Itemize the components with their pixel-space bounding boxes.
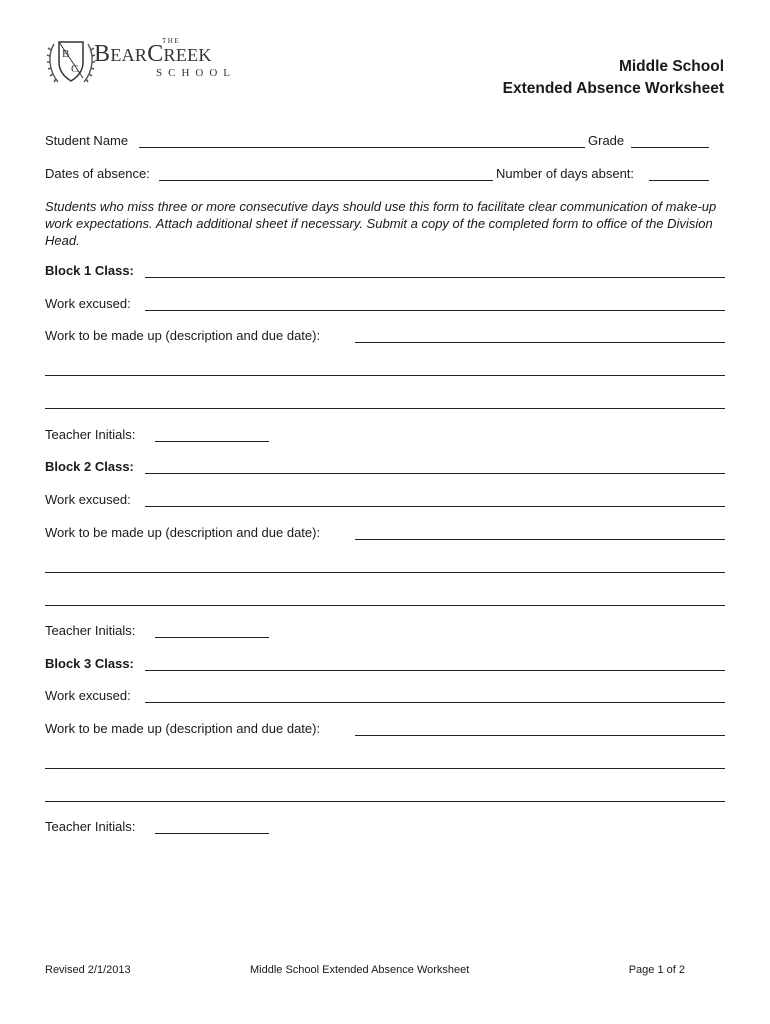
- block-3-work-excused-row: [45, 687, 725, 705]
- block-1-teacher-initials-field[interactable]: [155, 441, 269, 442]
- footer-title: Middle School Extended Absence Worksheet: [250, 964, 470, 976]
- school-logo: [46, 36, 246, 88]
- logo-c: C: [147, 41, 164, 67]
- block-3-teacher-initials-row: [45, 818, 725, 836]
- student-name-field[interactable]: [139, 147, 585, 148]
- block-2-teacher-initials-row: [45, 622, 725, 640]
- block-2-work-excused-field[interactable]: [145, 506, 725, 507]
- block-3-class-label: Block 3 Class:: [45, 656, 137, 671]
- logo-the: THE: [162, 37, 181, 45]
- block-2-work-made-up-field[interactable]: [355, 539, 725, 540]
- crest-letter-b: B: [62, 48, 70, 60]
- block-1-work-made-up-label: Work to be made up (description and due date):: [45, 328, 323, 343]
- crest-letter-c: C: [71, 63, 79, 75]
- block-2-teacher-initials-label: Teacher Initials:: [45, 623, 138, 638]
- logo-reek: REEK: [163, 45, 212, 65]
- block-1-work-excused-row: [45, 295, 725, 313]
- logo-b: B: [94, 41, 111, 67]
- crest-icon: [46, 36, 96, 88]
- title-line-1: Middle School: [618, 58, 724, 75]
- block-1-extra-line-1[interactable]: [45, 375, 725, 376]
- block-3-teacher-initials-field[interactable]: [155, 833, 269, 834]
- block-2-class-row: [45, 458, 725, 476]
- block-1-teacher-initials-row: [45, 426, 725, 444]
- student-name-row: [45, 132, 725, 150]
- block-2-class-label: Block 2 Class:: [45, 459, 137, 474]
- block-2-work-made-up-label: Work to be made up (description and due date):: [45, 525, 323, 540]
- block-2-work-excused-row: [45, 491, 725, 509]
- block-3-work-made-up-label: Work to be made up (description and due date):: [45, 721, 323, 736]
- footer-page-number: Page 1 of 2: [628, 964, 685, 976]
- block-3-class-field[interactable]: [145, 670, 725, 671]
- block-1-work-made-up-row: [45, 327, 725, 345]
- dates-of-absence-label: Dates of absence:: [45, 166, 153, 181]
- logo-school: SCHOOL: [156, 67, 237, 79]
- block-3-extra-line-2[interactable]: [45, 801, 725, 802]
- student-name-label: Student Name: [45, 133, 131, 148]
- block-2-teacher-initials-field[interactable]: [155, 637, 269, 638]
- logo-ear: EAR: [110, 45, 148, 65]
- title-line-2: Extended Absence Worksheet: [502, 80, 724, 97]
- block-1-class-label: Block 1 Class:: [45, 263, 137, 278]
- dates-of-absence-field[interactable]: [159, 180, 493, 181]
- block-1-class-field[interactable]: [145, 277, 725, 278]
- block-1-work-excused-label: Work excused:: [45, 296, 134, 311]
- block-3-extra-line-1[interactable]: [45, 768, 725, 769]
- block-3-work-excused-field[interactable]: [145, 702, 725, 703]
- block-2-work-made-up-row: [45, 524, 725, 542]
- days-absent-field[interactable]: [649, 180, 709, 181]
- block-2-work-excused-label: Work excused:: [45, 492, 134, 507]
- block-1-teacher-initials-label: Teacher Initials:: [45, 427, 138, 442]
- document-title: [503, 56, 724, 100]
- grade-field[interactable]: [631, 147, 709, 148]
- instructions: Students who miss three or more consecutive days should use this form to facilitate clear communication of make-up work expectations. Attach additional sheet if necessary. Submit a copy of the completed form to office of the Division Head.: [45, 199, 717, 248]
- block-1-class-row: [45, 262, 725, 280]
- block-2-extra-line-1[interactable]: [45, 572, 725, 573]
- block-2-class-field[interactable]: [145, 473, 725, 474]
- block-2-extra-line-2[interactable]: [45, 605, 725, 606]
- block-3-class-row: [45, 655, 725, 673]
- block-3-teacher-initials-label: Teacher Initials:: [45, 819, 138, 834]
- footer-revised: Revised 2/1/2013: [45, 964, 131, 976]
- dates-row: [45, 165, 725, 183]
- days-absent-label: Number of days absent:: [493, 166, 637, 181]
- block-1-work-excused-field[interactable]: [145, 310, 725, 311]
- block-3-work-excused-label: Work excused:: [45, 688, 134, 703]
- block-3-work-made-up-row: [45, 720, 725, 738]
- block-3-work-made-up-field[interactable]: [355, 735, 725, 736]
- block-1-extra-line-2[interactable]: [45, 408, 725, 409]
- grade-label: Grade: [585, 133, 627, 148]
- logo-wordmark: [94, 41, 212, 68]
- block-1-work-made-up-field[interactable]: [355, 342, 725, 343]
